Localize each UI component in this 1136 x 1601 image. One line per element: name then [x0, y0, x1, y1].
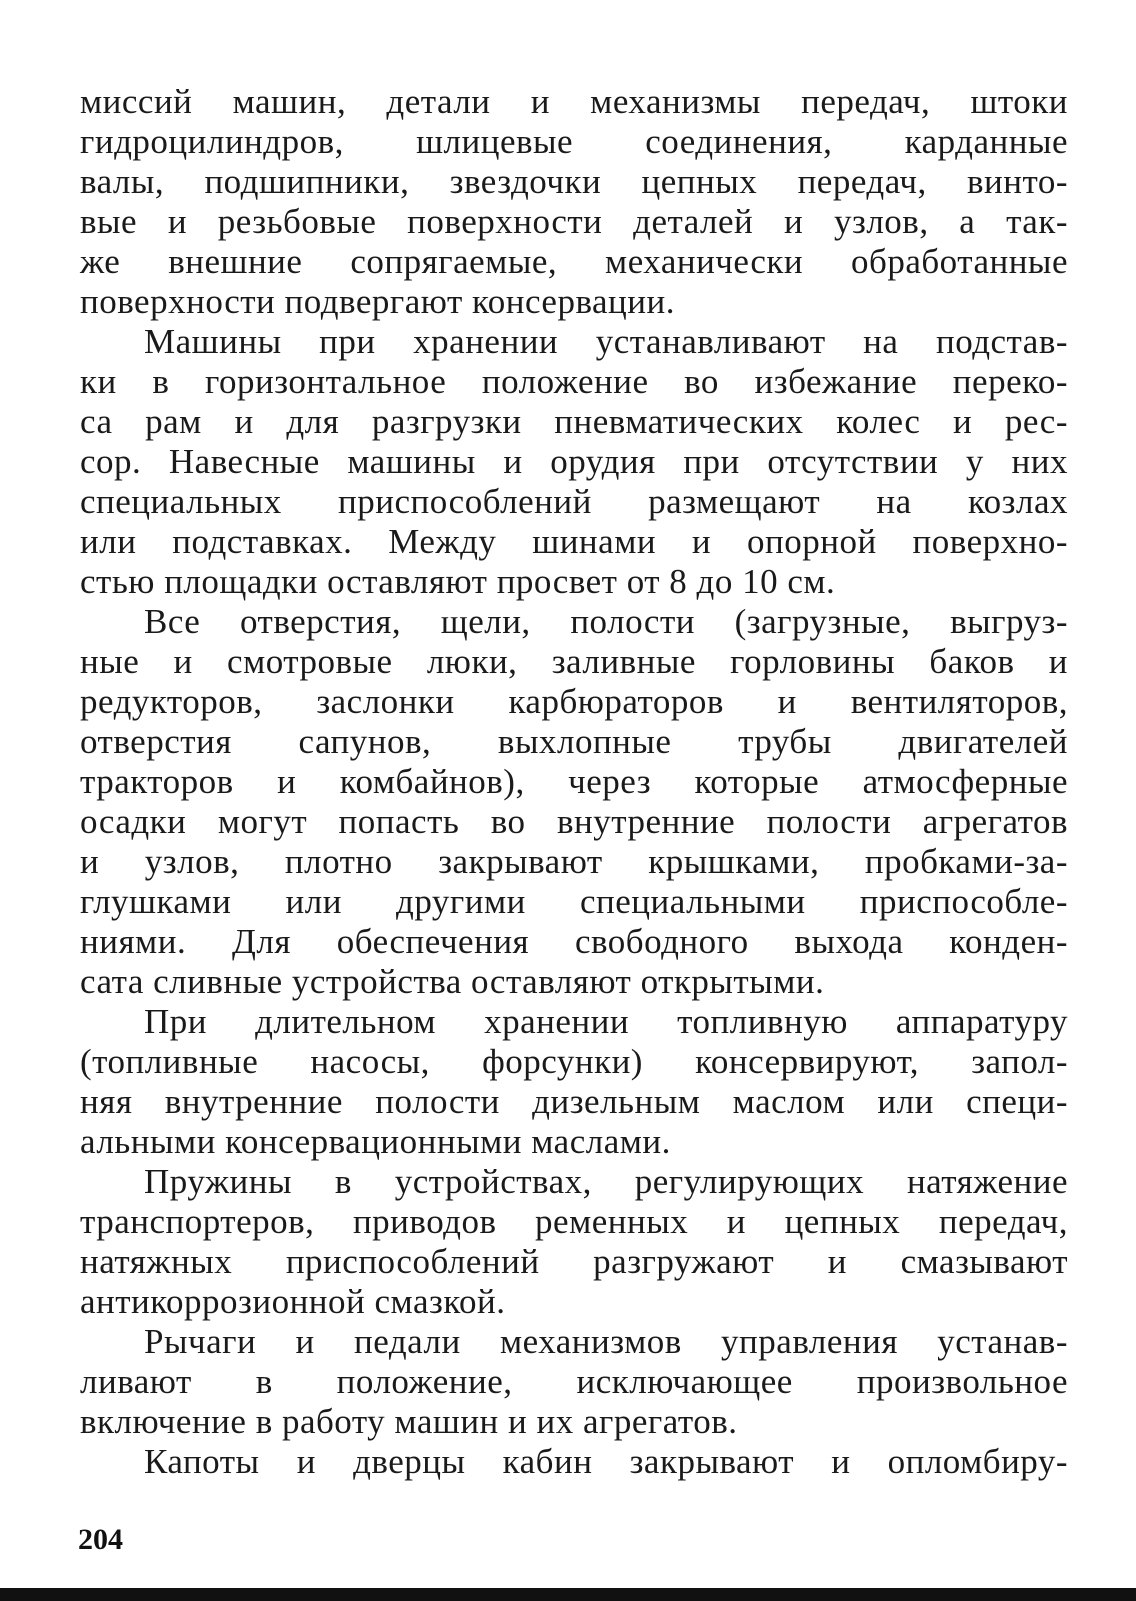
- text-line: глушками или другими специальными приспособле-: [80, 882, 1068, 921]
- text-line: редукторов, заслонки карбюраторов и вентиляторов,: [80, 682, 1068, 721]
- paragraph-6: [80, 1322, 1068, 1442]
- text-line: няя внутренние полости дизельным маслом или специ-: [80, 1082, 1068, 1121]
- text-line: и узлов, плотно закрывают крышками, пробками-за-: [80, 842, 1068, 881]
- text-line: сата сливные устройства оставляют открытыми.: [80, 962, 825, 1001]
- text-line: же внешние сопрягаемые, механически обработанные: [80, 242, 1068, 281]
- text-line: тракторов и комбайнов), через которые атмосферные: [80, 762, 1068, 801]
- text-line: отверстия сапунов, выхлопные трубы двигателей: [80, 722, 1068, 761]
- text-line: осадки могут попасть во внутренние полости агрегатов: [80, 802, 1068, 841]
- text-line: стью площадки оставляют просвет от 8 до 10 см.: [80, 562, 836, 601]
- text-line: ниями. Для обеспечения свободного выхода конден-: [80, 922, 1068, 961]
- scan-edge-divider: [0, 1588, 1136, 1601]
- text-line: Все отверстия, щели, полости (загрузные, выгруз-: [144, 602, 1068, 641]
- page-number: 204: [78, 1523, 123, 1556]
- text-line: Машины при хранении устанавливают на подстав-: [144, 322, 1068, 361]
- text-line: включение в работу машин и их агрегатов.: [80, 1402, 738, 1441]
- text-line: Рычаги и педали механизмов управления устанав-: [144, 1322, 1068, 1361]
- text-line: Пружины в устройствах, регулирующих натяжение: [144, 1162, 1068, 1201]
- paragraph-5: [80, 1162, 1068, 1322]
- paragraph-7: [80, 1442, 1068, 1482]
- text-line: натяжных приспособлений разгружают и смазывают: [80, 1242, 1068, 1281]
- text-line: валы, подшипники, звездочки цепных передач, винто-: [80, 162, 1068, 201]
- text-line: гидроцилиндров, шлицевые соединения, карданные: [80, 122, 1068, 161]
- paragraph-1: [80, 82, 1068, 322]
- text-line: (топливные насосы, форсунки) консервируют, запол-: [80, 1042, 1068, 1081]
- text-line: сор. Навесные машины и орудия при отсутствии у них: [80, 442, 1068, 481]
- text-line: Капоты и дверцы кабин закрывают и опломбиру-: [144, 1442, 1068, 1481]
- text-line: или подставках. Между шинами и опорной поверхно-: [80, 522, 1068, 561]
- paragraph-4: [80, 1002, 1068, 1162]
- paragraph-2: [80, 322, 1068, 602]
- text-line: При длительном хранении топливную аппаратуру: [144, 1002, 1068, 1041]
- text-line: специальных приспособлений размещают на козлах: [80, 482, 1068, 521]
- text-line: вые и резьбовые поверхности деталей и узлов, а так-: [80, 202, 1068, 241]
- text-line: альными консервационными маслами.: [80, 1122, 671, 1161]
- page-body: [80, 82, 1068, 1482]
- text-line: ки в горизонтальное положение во избежание переко-: [80, 362, 1068, 401]
- text-line: ные и смотровые люки, заливные горловины баков и: [80, 642, 1068, 681]
- text-line: транспортеров, приводов ременных и цепных передач,: [80, 1202, 1068, 1241]
- text-line: са рам и для разгрузки пневматических колес и рес-: [80, 402, 1068, 441]
- text-line: ливают в положение, исключающее произвольное: [80, 1362, 1068, 1401]
- text-line: поверхности подвергают консервации.: [80, 282, 675, 321]
- text-line: антикоррозионной смазкой.: [80, 1282, 506, 1321]
- text-line: миссий машин, детали и механизмы передач, штоки: [80, 82, 1068, 121]
- paragraph-3: [80, 602, 1068, 1002]
